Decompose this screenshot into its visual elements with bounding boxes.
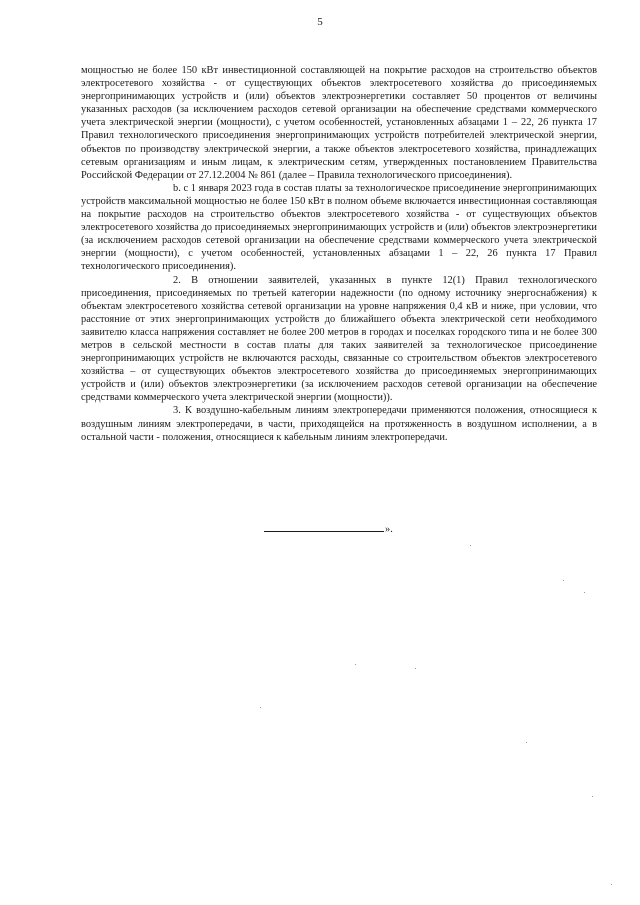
closing-quote-mark: ». — [385, 524, 393, 535]
paragraph-text: с 1 января 2023 года в состав платы за технологическое присоединение энергопринимающих устройств максимальной мощностью не более 150 кВт в полном объеме включается инвестиционная составляющая на покрытие расходов на строительство объектов электросетевого хозяйства - от существующих объектов электросетевого хозяйства до присоединяемых энергопринимающих устройств и (или) объектов электроэнергетики (за исключением расходов сетевой организации на обеспечение средствами коммерческого учета электрической энергии (мощности), с учетом особенностей, установленных абзацами 1 – 22, 26 пункта 17 Правил технологического присоединения). — [81, 182, 597, 273]
paragraph-number: 2. — [173, 274, 181, 286]
scan-speck — [470, 545, 471, 546]
paragraph-item-3 — [81, 404, 597, 443]
scan-speck — [584, 592, 585, 593]
paragraph-item-b — [81, 182, 597, 274]
paragraph-number: b. — [173, 182, 181, 194]
scan-speck — [563, 580, 564, 581]
horizontal-rule — [264, 531, 384, 532]
paragraph-continuation — [81, 64, 597, 182]
scan-speck — [592, 796, 593, 797]
scan-speck — [526, 742, 527, 743]
scan-speck — [415, 668, 416, 669]
page-number: 5 — [317, 16, 323, 28]
paragraph-text: мощностью не более 150 кВт инвестиционной составляющей на покрытие расходов на строительство объектов электросетевого хозяйства - от существующих объектов электросетевого хозяйства до присоединяемых энергопринимающих устройств и (или) объектов электроэнергетики составляет 50 процентов от величины указанных расходов (за исключением расходов сетевой организации на обеспечение средствами коммерческого учета электрической энергии (мощности), с учетом особенностей, установленных абзацами 1 – 22, 26 пункта 17 Правил технологического присоединения энергопринимающих устройств потребителей электрической энергии, объектов по производству электрической энергии, а также объектов электросетевого хозяйства, принадлежащих сетевым организациям и иным лицам, к электрическим сетям, утвержденных постановлением Правительства Российской Федерации от 27.12.2004 № 861 (далее – Правила технологического присоединения). — [81, 65, 597, 181]
scan-speck — [611, 884, 612, 885]
paragraph-text: В отношении заявителей, указанных в пункте 12(1) Правил технологического присоединения, присоединяемых по третьей категории надежности (по одному источнику энергоснабжения) к объектам электросетевого хозяйства сетевой организации на уровне напряжения 0,4 кВ и ниже, при условии, что расстояние от этих энергопринимающих устройств до ближайшего объекта электрической сети необходимого заявителю класса напряжения составляет не более 200 метров в городах и поселках городского типа и не более 300 метров в сельской местности в состав платы для таких заявителей за технологическое присоединение энергопринимающих устройств не включаются расходы, связанные со строительством объектов электросетевого хозяйства – от существующих объектов электросетевого хозяйства до присоединяемых энергопринимающих устройств и (или) объектов электроэнергетики (за исключением расходов сетевой организации на обеспечение средствами коммерческого учета электрической энергии (мощности)). — [81, 274, 597, 404]
paragraph-text: К воздушно-кабельным линиям электропередачи применяются положения, относящиеся к воздушным линиям электропередачи, в части, приходящейся на протяженность в воздушном исполнении, а в остальной части - положения, относящиеся к кабельным линиям электропередачи. — [81, 405, 597, 443]
scan-speck — [355, 664, 356, 665]
document-body — [81, 64, 597, 444]
closing-line — [264, 523, 392, 536]
paragraph-item-2 — [81, 274, 597, 405]
paragraph-number: 3. — [173, 405, 181, 417]
scan-speck — [260, 707, 261, 708]
